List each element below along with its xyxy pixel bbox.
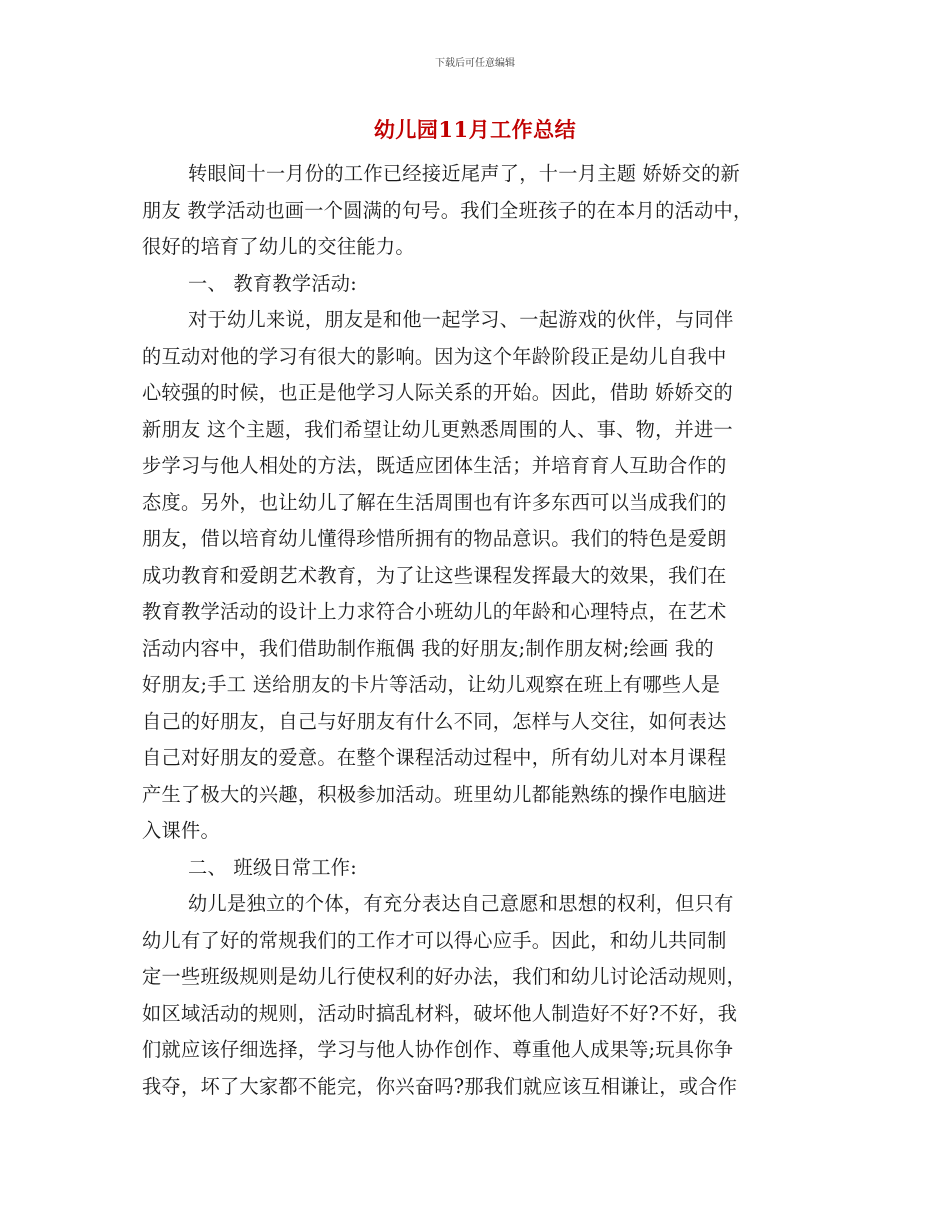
text-line: 很好的培育了幼儿的交往能力。 xyxy=(142,235,415,258)
text-line: 态度。另外，也让幼儿了解在生活周围也有许多东西可以当成我们的 xyxy=(142,490,727,514)
text-line: 教育教学活动的设计上力求符合小班幼儿的年龄和心理特点，在艺术 xyxy=(142,600,727,623)
text-line: 心较强的时候，也正是他学习人际关系的开始。因此，借助 娇娇交的 xyxy=(142,381,734,404)
text-line: 朋友 教学活动也画一个圆满的句号。我们全班孩子的在本月的活动中， xyxy=(142,198,753,222)
text-line: 对于幼儿来说，朋友是和他一起学习、一起游戏的伙伴，与同伴 xyxy=(188,308,734,331)
text-line: 的互动对他的学习有很大的影响。因为这个年龄阶段正是幼儿自我中 xyxy=(142,344,727,368)
text-line: 朋友，借以培育幼儿懂得珍惜所拥有的物品意识。我们的特色是爱朗 xyxy=(142,527,727,550)
text-line: 步学习与他人相处的方法，既适应团体生活；并培育育人互助合作的 xyxy=(142,454,727,477)
text-line: 自己对好朋友的爱意。在整个课程活动过程中，所有幼儿对本月课程 xyxy=(142,746,727,769)
text-line: 活动内容中，我们借助制作瓶偶 我的好朋友;制作朋友树;绘画 我的 xyxy=(142,636,714,660)
text-line: 幼儿是独立的个体，有充分表达自己意愿和思想的权利，但只有 xyxy=(188,892,734,915)
text-line: 产生了极大的兴趣，积极参加活动。班里幼儿都能熟练的操作电脑进 xyxy=(142,782,727,806)
text-line: 如区域活动的规则，活动时搞乱材料，破坏他人制造好不好?不好，我 xyxy=(142,1001,738,1025)
document-title: 幼儿园11月工作总结 xyxy=(373,117,577,142)
document-body xyxy=(142,156,810,1105)
header-note: 下载后可任意编辑 xyxy=(435,58,515,69)
text-line: 我夺，坏了大家都不能完，你兴奋吗?那我们就应该互相谦让，或合作 xyxy=(142,1074,738,1098)
text-line: 入课件。 xyxy=(142,819,220,842)
text-line: 成功教育和爱朗艺术教育，为了让这些课程发挥最大的效果，我们在 xyxy=(142,563,727,587)
text-line: 定一些班级规则是幼儿行使权利的好办法，我们和幼儿讨论活动规则， xyxy=(142,965,747,988)
text-line: 自己的好朋友，自己与好朋友有什么不同，怎样与人交往，如何表达 xyxy=(142,709,727,733)
text-line: 们就应该仔细选择，学习与他人协作创作、尊重他人成果等;玩具你争 xyxy=(142,1038,734,1061)
text-line: 一、 教育教学活动: xyxy=(188,271,358,295)
text-line: 转眼间十一月份的工作已经接近尾声了，十一月主题 娇娇交的新 xyxy=(188,162,741,185)
text-line: 好朋友;手工 送给朋友的卡片等活动，让幼儿观察在班上有哪些人是 xyxy=(142,673,721,696)
text-line: 新朋友 这个主题，我们希望让幼儿更熟悉周围的人、事、物，并进一 xyxy=(142,417,734,441)
text-line: 二、 班级日常工作: xyxy=(188,855,358,879)
text-line: 幼儿有了好的常规我们的工作才可以得心应手。因此，和幼儿共同制 xyxy=(142,928,727,952)
